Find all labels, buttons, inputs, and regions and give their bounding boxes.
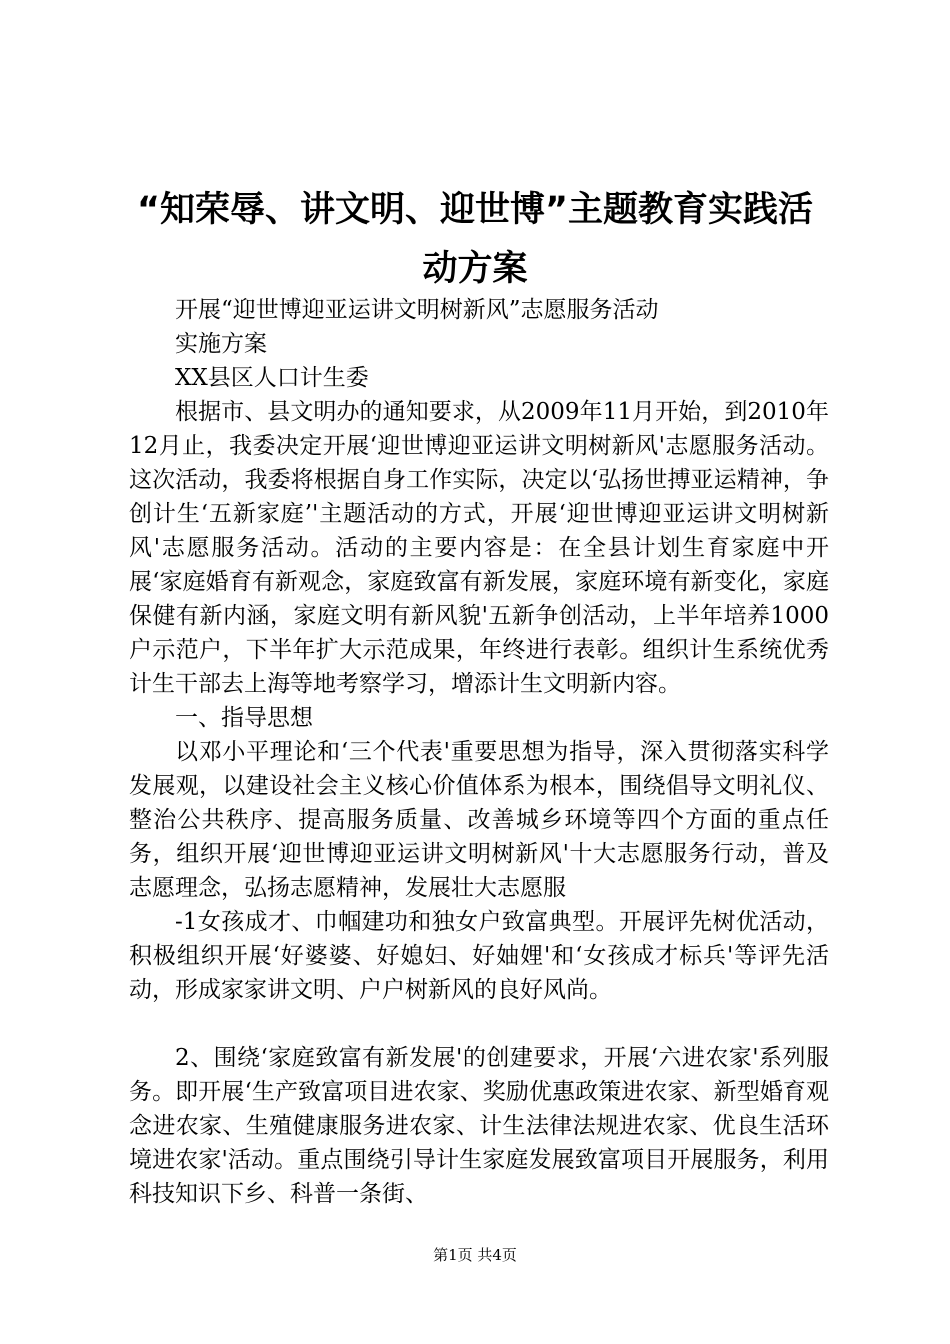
document-title-line-2: 动方案 [422,249,528,289]
paragraph-spacer [129,1007,829,1041]
guiding-paragraph: 以邓小平理论和‘三个代表'重要思想为指导，深入贯彻落实科学发展观，以建设社会主义核心价值体系为根本，围绕倡导文明礼仪、整治公共秩序、提高服务质量、改善城乡环境等四个方面的重点任务，组织开展‘迎世博迎亚运讲文明树新风'十大志愿服务行动，普及志愿理念，弘扬志愿精神，发展壮大志愿服 [129,739,829,901]
subtitle-paragraph-2: 实施方案 [175,331,267,357]
document-body [129,293,829,1211]
subtitle-paragraph: 开展“迎世博迎亚运讲文明树新风”志愿服务活动 [175,297,659,323]
document-title-line-1: “知荣辱、讲文明、迎世博”主题教育实践活 [136,190,813,230]
section-heading: 一、指导思想 [175,705,313,731]
list-item-paragraph: -1女孩成才、巾帼建功和独女户致富典型。开展评先树优活动，积极组织开展‘好婆婆、好媳妇、好妯娌'和‘女孩成才标兵'等评先活动，形成家家讲文明、户户树新风的良好风尚。 [129,909,829,1003]
page-footer: 第1页 共4页 [433,1246,517,1264]
issuer-paragraph: XX县区人口计生委 [175,365,369,391]
list-item-paragraph-2: 2、围绕‘家庭致富有新发展'的创建要求，开展‘六进农家'系列服务。即开展‘生产致富项目进农家、奖励优惠政策进农家、新型婚育观念进农家、生殖健康服务进农家、计生法律法规进农家、优良生活环境进农家'活动。重点围绕引导计生家庭发展致富项目开展服务，利用科技知识下乡、科普一条街、 [129,1045,829,1207]
intro-paragraph: 根据市、县文明办的通知要求，从2009年11月开始，到2010年12月止，我委决定开展‘迎世博迎亚运讲文明树新风'志愿服务活动。这次活动，我委将根据自身工作实际，决定以‘弘扬世搏亚运精神，争创计生‘五新家庭’'主题活动的方式，开展‘迎世博迎亚运讲文明树新风'志愿服务活动。活动的主要内容是：在全县计划生育家庭中开展‘家庭婚育有新观念，家庭致富有新发展，家庭环境有新变化，家庭保健有新内涵，家庭文明有新风貌'五新争创活动，上半年培养1000户示范户，下半年扩大示范成果，年终进行表彰。组织计生系统优秀计生干部去上海等地考察学习，增添计生文明新内容。 [129,399,829,697]
